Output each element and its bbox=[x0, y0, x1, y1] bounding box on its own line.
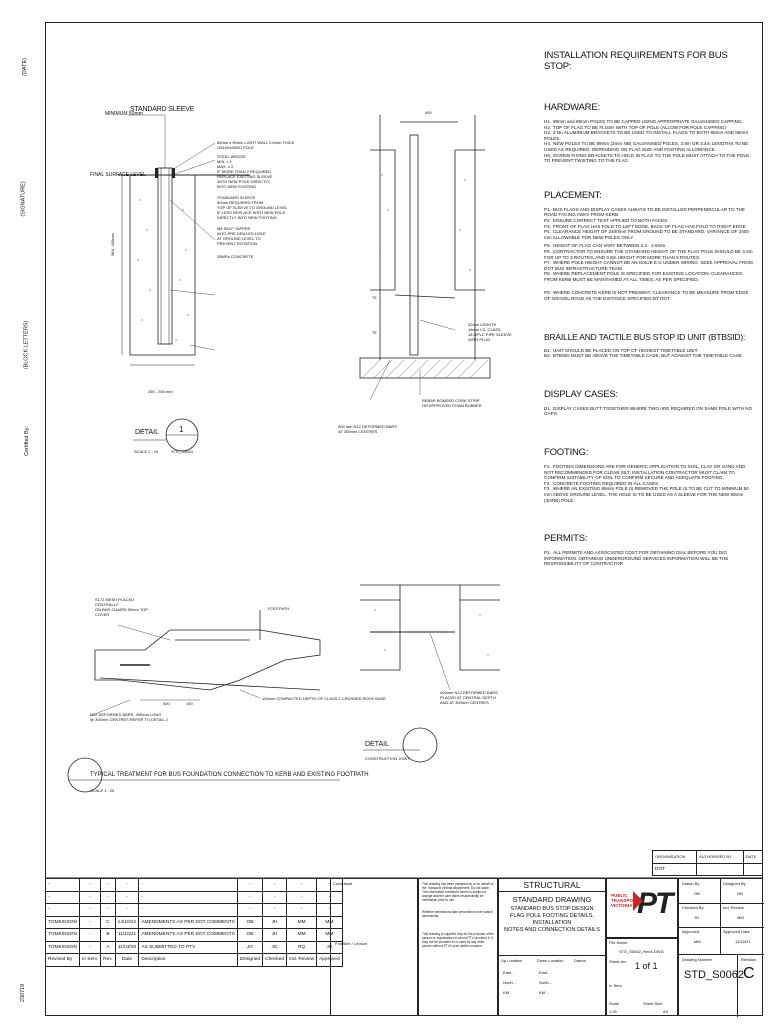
detail4-label: DETAIL bbox=[365, 741, 389, 748]
revision-row bbox=[46, 879, 343, 892]
revision-cell: Designed bbox=[237, 954, 262, 967]
callout: 25MPa CONCRETE bbox=[217, 254, 254, 259]
callout: COVER bbox=[95, 612, 110, 617]
callout: SL72 MESH PLACED bbox=[95, 597, 135, 602]
callout: ON BAR CHAIRS 50mm TOP bbox=[95, 607, 148, 612]
detail1-title: STANDARD SLEEVE bbox=[130, 106, 195, 113]
revision-header bbox=[46, 954, 343, 967]
revision-cell: - bbox=[263, 879, 287, 892]
detail2-callouts-c bbox=[338, 424, 397, 434]
revision-cell: Checked bbox=[263, 954, 287, 967]
callout: TOP OF SLEEVE TO GROUND LEVEL bbox=[217, 205, 288, 210]
revision-cell: - bbox=[263, 904, 287, 917]
section-title: PLACEMENT: bbox=[544, 189, 602, 201]
revision-cell: - bbox=[101, 891, 116, 904]
revision-cell: - bbox=[139, 879, 237, 892]
revision-cell: - bbox=[317, 891, 343, 904]
revision-cell: - bbox=[287, 891, 317, 904]
revision-cell: JH bbox=[263, 929, 287, 942]
revision-cell: B bbox=[101, 929, 116, 942]
revision-cell: - bbox=[79, 904, 100, 917]
section-title: HARDWARE: bbox=[544, 102, 600, 113]
sheet-id: 230719 bbox=[20, 983, 27, 1003]
revision-row bbox=[46, 916, 343, 929]
base-label: 100mm COMPACTED DEPTH OF CLASS 2 CRUSHED ROCK BASE bbox=[262, 696, 386, 701]
signature-label: (SIGNATURE) bbox=[20, 181, 27, 217]
revision-cell: RQ bbox=[287, 941, 317, 954]
callout: N12 DEFORMED BARS, 400mm LONG bbox=[90, 712, 162, 717]
notes-main-title: INSTALLATION REQUIREMENTS FOR BUS STOP: bbox=[544, 50, 728, 72]
revision-row bbox=[46, 904, 343, 917]
callout: INTO NEW FOOTING bbox=[217, 184, 257, 189]
revision-cell: - bbox=[287, 879, 317, 892]
detail4-callouts bbox=[440, 690, 498, 705]
ptv-logo: PUBLIC TRANSPORT VICTORIA PT bbox=[606, 878, 678, 938]
callout: PREVENT ROTATION bbox=[217, 241, 258, 246]
revision-cell: JG bbox=[237, 941, 262, 954]
ptv-mark: PT bbox=[637, 887, 672, 920]
section-title: FOOTING: bbox=[544, 447, 589, 459]
revision-cell: 11/03/20 bbox=[115, 941, 139, 954]
consultant-box: Consultant Frontline / Leoson bbox=[330, 878, 418, 1016]
callout: INTO PRE DRILLED HOLE bbox=[217, 231, 266, 236]
revision-cell: AS SUBMITTED TO PTV bbox=[139, 941, 237, 954]
callout: MAX. x 2 bbox=[217, 164, 234, 169]
detail2-top-dim: 450 bbox=[425, 110, 432, 115]
callout: IF LESS REPLACE WITH NEW POLE bbox=[217, 210, 286, 215]
revision-cell: Ind. Review bbox=[287, 954, 317, 967]
revision-row bbox=[46, 929, 343, 942]
callout: GALVANISED POLE bbox=[217, 145, 254, 150]
detail1-scale: SCALE 1 : 10 bbox=[134, 449, 159, 454]
revision-cell: - bbox=[317, 879, 343, 892]
revision-cell: JH bbox=[263, 916, 287, 929]
callout: IF MORE THAN 2 REQUIRED bbox=[217, 169, 272, 174]
revision-cell: - bbox=[79, 916, 100, 929]
detail2-callouts-a bbox=[468, 322, 512, 342]
revision-cell: TOMKINSON bbox=[46, 929, 80, 942]
revision-cell: - bbox=[101, 879, 116, 892]
callout: WITH NEW POLE DIRECTLY bbox=[217, 179, 271, 184]
organisation-table: ORGANISATION AUTHORISED BY DATE DOT bbox=[652, 850, 763, 876]
notes-column bbox=[544, 50, 756, 567]
revision-cell: - bbox=[237, 904, 262, 917]
revision-cell: OB bbox=[237, 916, 262, 929]
revision-cell: MM bbox=[287, 929, 317, 942]
callout: AT 300mm CENTRES bbox=[338, 429, 378, 434]
min-label: MINIMUM 50mm bbox=[105, 111, 143, 117]
section-placement: PLACEMENT: P1. BUS FLAGS AND DISPLAY CASES ALWAYS TO BE INSTALLED PERPENDICULAR TO THE ROAD FACING AWAY FROM KERB. P2. ENSURE CORRECT TEXT APPLIED TO BOTH FACES. P3. FRONT OF FLAG HAS FOLD TO LEFT EDGE, BACK OF FLAG HAS FOLD TO RIGHT EDGE P4. CLEARANCE HEIGHT OF 2400mm FROM GROUND TO BE STANDARD. VARIANCE OF 2400 mm ALLOWABLE FOR NEW POLES ONLY. P5. HEIGHT OF FLAG CAN VARY BETWEEN 2.4 - 2.6mm. P6. CONTRACTOR TO ENSURE THE STANDARD HEIGHT OF THE FLAG POLE SHOULD BE 3.4m FOR UP TO 3 ROUTES, AND 3.8m HEIGHT FOR MORE THAN 3 ROUTES. P7. WHERE POLE HEIGHT CANNOT BE AN ISSUE E.G UNDER WIRING, SEEK APPROVAL FROM DOT BUS INFRASTRUCTURE TEAM. P8. WHERE REPLACEMENT POLE IS SPECIFIED FOR EXISTING LOCATION, CLEARANCES FROM KERB MUST BE MAINTAINED AT ALL TIMES, AS PER SPECIFIED. P9. WHERE CONCRETE KERB IS NOT PRESENT, CLEARANCE TO BE MEASURE FROM EDGE OF GRAVEL ROAD AS THE DISTANCE SPECIFIED BY DOT. bbox=[544, 190, 756, 302]
callout: M6 SELF TAPPER bbox=[217, 226, 251, 231]
callout: WITH PLUG bbox=[468, 337, 491, 342]
revision-cell: - bbox=[79, 941, 100, 954]
revision-cell: - bbox=[101, 904, 116, 917]
detail2-callouts-b bbox=[422, 398, 482, 408]
detail3-dim: 150 bbox=[186, 701, 193, 706]
callout: STANDARD SLEEVE bbox=[217, 195, 256, 200]
callout: REPLACE EXISTING SLEEVE bbox=[217, 174, 273, 179]
width-dim: 250 - 300 mm bbox=[148, 389, 173, 394]
revision-cell: AMENDMENTS AS PER DOT COMMENTS bbox=[139, 929, 237, 942]
revision-cell: MM bbox=[287, 916, 317, 929]
revision-cell: TOMKINSON bbox=[46, 916, 80, 929]
callout: AND AT 300mm CENTRES bbox=[440, 700, 489, 705]
revision-cell: A bbox=[101, 941, 116, 954]
section-permits: PERMITS: P1. ALL PERMITS AND ASSOCIATED COST FOR OBTAINING DIAL BEFORE YOU DIG INFORMATION. OBTAINING UNDERGROUND SERVICES INFORMATION WILL BE THE RESPONSIBILITY OF CONTRACTOR bbox=[544, 533, 756, 567]
revision-cell: AMENDMENTS AS PER DOT COMMENTS bbox=[139, 916, 237, 929]
revision-cell: Rev. bbox=[101, 954, 116, 967]
revision-cell: TOMKINSON bbox=[46, 941, 80, 954]
detail1-label: DETAIL bbox=[135, 429, 159, 436]
date-label: (DATE) bbox=[21, 58, 28, 76]
depth-dim: MIN. 400mm bbox=[110, 233, 115, 256]
revision-cell: Revised By bbox=[46, 954, 80, 967]
section-display-cases: DISPLAY CASES: D1. DISPLAY CASES BUTT TOGETHER WHERE TWO ARE REQUIRED ON SAME POLE WITH NO GAPS. bbox=[544, 389, 756, 417]
section-title: PERMITS: bbox=[544, 533, 588, 545]
revision-table bbox=[45, 878, 343, 967]
revision-cell: - bbox=[79, 929, 100, 942]
location-area: Up Location Down Location Datum East. - North. - KM. - East. - North. - KM. - bbox=[498, 955, 606, 1016]
revision-cell: - bbox=[115, 891, 139, 904]
detail1-ref: STD_S0063 bbox=[171, 449, 193, 454]
callout: MIN. x 1 bbox=[217, 159, 232, 164]
section-hardware: HARDWARE: H1. 89mm and 89mm POLES TO BE CAPPED USING APPROPRIATE GALVANISED CAPPING. H2. TOP OF FLAG TO BE FLUSH WITH TOP OF POLE (ALLOW FOR POLE CAPPING) H3. 2 No ALUMINIUM BRACKETS TO BE USED TO INSTALL FLAGS TO BOTH 89mm AND 89mm POLES. H4. NEW POLES TO BE 89mm (3mm NB) GALVANISED POLES, 3.8m OR 3.4m LENGTHS TO BE USED AS REQUIRED. DEPENDING ON FLAG SIZE AND FOOTING ALLOWANCE. H5. SCREW FIXING BRACKETS TO HOLD IN FLAG TO THE POLE MUST ATTACH TO THE POLE TO PREVENT TWISTING TO THE FLAG bbox=[544, 102, 756, 164]
callout: CENTRALLY bbox=[95, 602, 119, 607]
callout: 32mm LENGTH bbox=[468, 322, 497, 327]
revision-cell: - bbox=[287, 904, 317, 917]
disclaimer-box: This drawing has been prepared by or on behalf of the Transport Victoria department. Do not scale. The information contained herein is subject to change and the user takes responsibility for verification prior to use. Whether dimensions take precedence over scaled dimensions. This drawing is supplied only for the purpose of the person or organisation to whom PTV provided it. It may not be provided to or used by any other person without PTV's prior written consent. bbox=[418, 878, 498, 1016]
revision-cell: C bbox=[101, 916, 116, 929]
detail3-dim: 400 bbox=[163, 701, 170, 706]
ptv-arrow-icon bbox=[633, 891, 643, 911]
detail3-callouts-a bbox=[95, 597, 148, 617]
callout: 16mm I.D. CLASS bbox=[468, 327, 501, 332]
callout: AT GROUND LEVEL TO bbox=[217, 236, 261, 241]
revision-letter: C bbox=[743, 965, 755, 982]
revision-cell: 14/10/21 bbox=[115, 916, 139, 929]
section-braille: BRAILLE AND TACTILE BUS STOP ID UNIT (BTBSID): B1. UNIT SHOULD BE PLACED ON TOP OF HIGHEST TIMETABLE UNIT. B2. BTBSID MUST BE ABOVE THE TIMETABLE CASE, BUT AGAINST THE TIMETABLE CASE. bbox=[544, 332, 756, 359]
detail2-dim: 75 bbox=[372, 330, 377, 335]
revision-cell: - bbox=[115, 904, 139, 917]
revision-cell: In Serv. bbox=[79, 954, 100, 967]
title-area: STRUCTURAL STANDARD DRAWING STANDARD BUS STOP DESIGN FLAG POLE FOOTING DETAILS, INSTALLATION NOTES AND CONNECTION DETAILS bbox=[498, 878, 606, 1016]
callout: STEEL WEDGE bbox=[217, 154, 246, 159]
callout: 89mm x 90mm LIGHT WALL 2.6mm THICK bbox=[217, 140, 295, 145]
block-letters-label: (BLOCK LETTERS) bbox=[23, 320, 30, 370]
callout: OR APPROVED FOAM RUBBER bbox=[422, 403, 482, 408]
revision-cell: - bbox=[237, 891, 262, 904]
callout: PLACED AT CENTRAL DEPTH bbox=[440, 695, 496, 700]
revision-cell: Description bbox=[139, 954, 237, 967]
revision-cell: - bbox=[115, 879, 139, 892]
certified-label: Certified By: bbox=[23, 426, 30, 456]
revision-cell: - bbox=[139, 904, 237, 917]
revision-cell: - bbox=[317, 904, 343, 917]
detail3-title: TYPICAL TREATMENT FOR BUS FOUNDATION CONNECTION TO KERB AND EXISTING FOOTPATH bbox=[90, 772, 369, 778]
detail2-dim: 75 bbox=[372, 295, 377, 300]
drawing-number: STD_S0062 bbox=[684, 969, 744, 981]
footpath-label: FOOTPATH bbox=[268, 606, 290, 611]
revision-cell: - bbox=[79, 891, 100, 904]
revision-cell: JG bbox=[317, 941, 343, 954]
revision-cell: - bbox=[46, 904, 80, 917]
file-sheet-area: File Name STD_S0062_RevA.DWG Sheet No. 1 of 1 In Serv. Scale 1:25 Sheet Size A3 bbox=[606, 938, 678, 1016]
revision-row bbox=[46, 891, 343, 904]
signoff-area: Drawn By OB Designed By OB Checked By JH Ind. Review MM Approved MM Approved Date 12/10/21 Drawing Number Revision STD_S0062 C bbox=[678, 878, 763, 1016]
callout: DIRECTLY INTO NEW FOOTING bbox=[217, 215, 277, 220]
detail3-scale: SCALE 1 : 25 bbox=[90, 788, 115, 793]
revision-cell: - bbox=[79, 879, 100, 892]
revision-cell: - bbox=[237, 879, 262, 892]
revision-row bbox=[46, 941, 343, 954]
revision-cell: - bbox=[263, 891, 287, 904]
revision-cell: OB bbox=[237, 929, 262, 942]
revision-cell: Approved bbox=[317, 954, 343, 967]
detail3-callouts-b bbox=[90, 712, 168, 722]
callout: @ 300mm CENTRES REFER TO DETAIL 2 bbox=[90, 717, 168, 722]
callout: 400mm N12 DEFORMED BARS bbox=[440, 690, 498, 695]
section-title: DISPLAY CASES: bbox=[544, 388, 618, 400]
section-title: BRAILLE AND TACTILE BUS STOP ID UNIT (BTBSID): bbox=[544, 331, 746, 342]
callout: REBAR BONDED CORK STRIP bbox=[422, 398, 480, 403]
revision-cell: JG bbox=[263, 941, 287, 954]
callout: 50mm REQUIRED FROM bbox=[217, 200, 264, 205]
detail1-number: 1 bbox=[179, 425, 184, 434]
revision-cell: - bbox=[139, 891, 237, 904]
callout: 400 mm N12 DEFORMED BARS bbox=[338, 424, 397, 429]
revision-cell: Date bbox=[115, 954, 139, 967]
revision-cell: 11/10/21 bbox=[115, 929, 139, 942]
revision-cell: - bbox=[46, 891, 80, 904]
revision-cell: MM bbox=[317, 916, 343, 929]
callout: 18 UPVC PIPE SLEEVE bbox=[468, 332, 512, 337]
final-surface-label: FINAL SURFACE LEVEL bbox=[90, 172, 146, 178]
section-footing: FOOTING: F1. FOOTING DIMENSIONS ARE FOR GENERIC APPLICATION TO SOIL, CLAY OR SAND AND NOT RECOMMENDED FOR CLEAN SILT. INSTALLATION CONTRACTOR MUST CLAIM TO CONFIRM SUITABILITY OF SOIL TO CONFIRM SECURE AND ADEQUATE FOOTING. F2. CONCRETE FOOTING REQUIRED IN ALL CASES F3. WHERE AN EXISTING 89mm POLE IS REMOVED THE POLE IS TO BE CUT TO MINIMUM 50 mm ABOVE GROUND LEVEL. THE HOLE IS TO BE USED AS A SLEEVE FOR THE NEW 89mm (3mNB) POLE. bbox=[544, 447, 756, 503]
revision-cell: - bbox=[46, 879, 80, 892]
detail1-callouts bbox=[217, 140, 294, 259]
detail4-sublabel: CONSTRUCTION JOINT bbox=[365, 756, 410, 761]
revision-cell: MM bbox=[317, 929, 343, 942]
